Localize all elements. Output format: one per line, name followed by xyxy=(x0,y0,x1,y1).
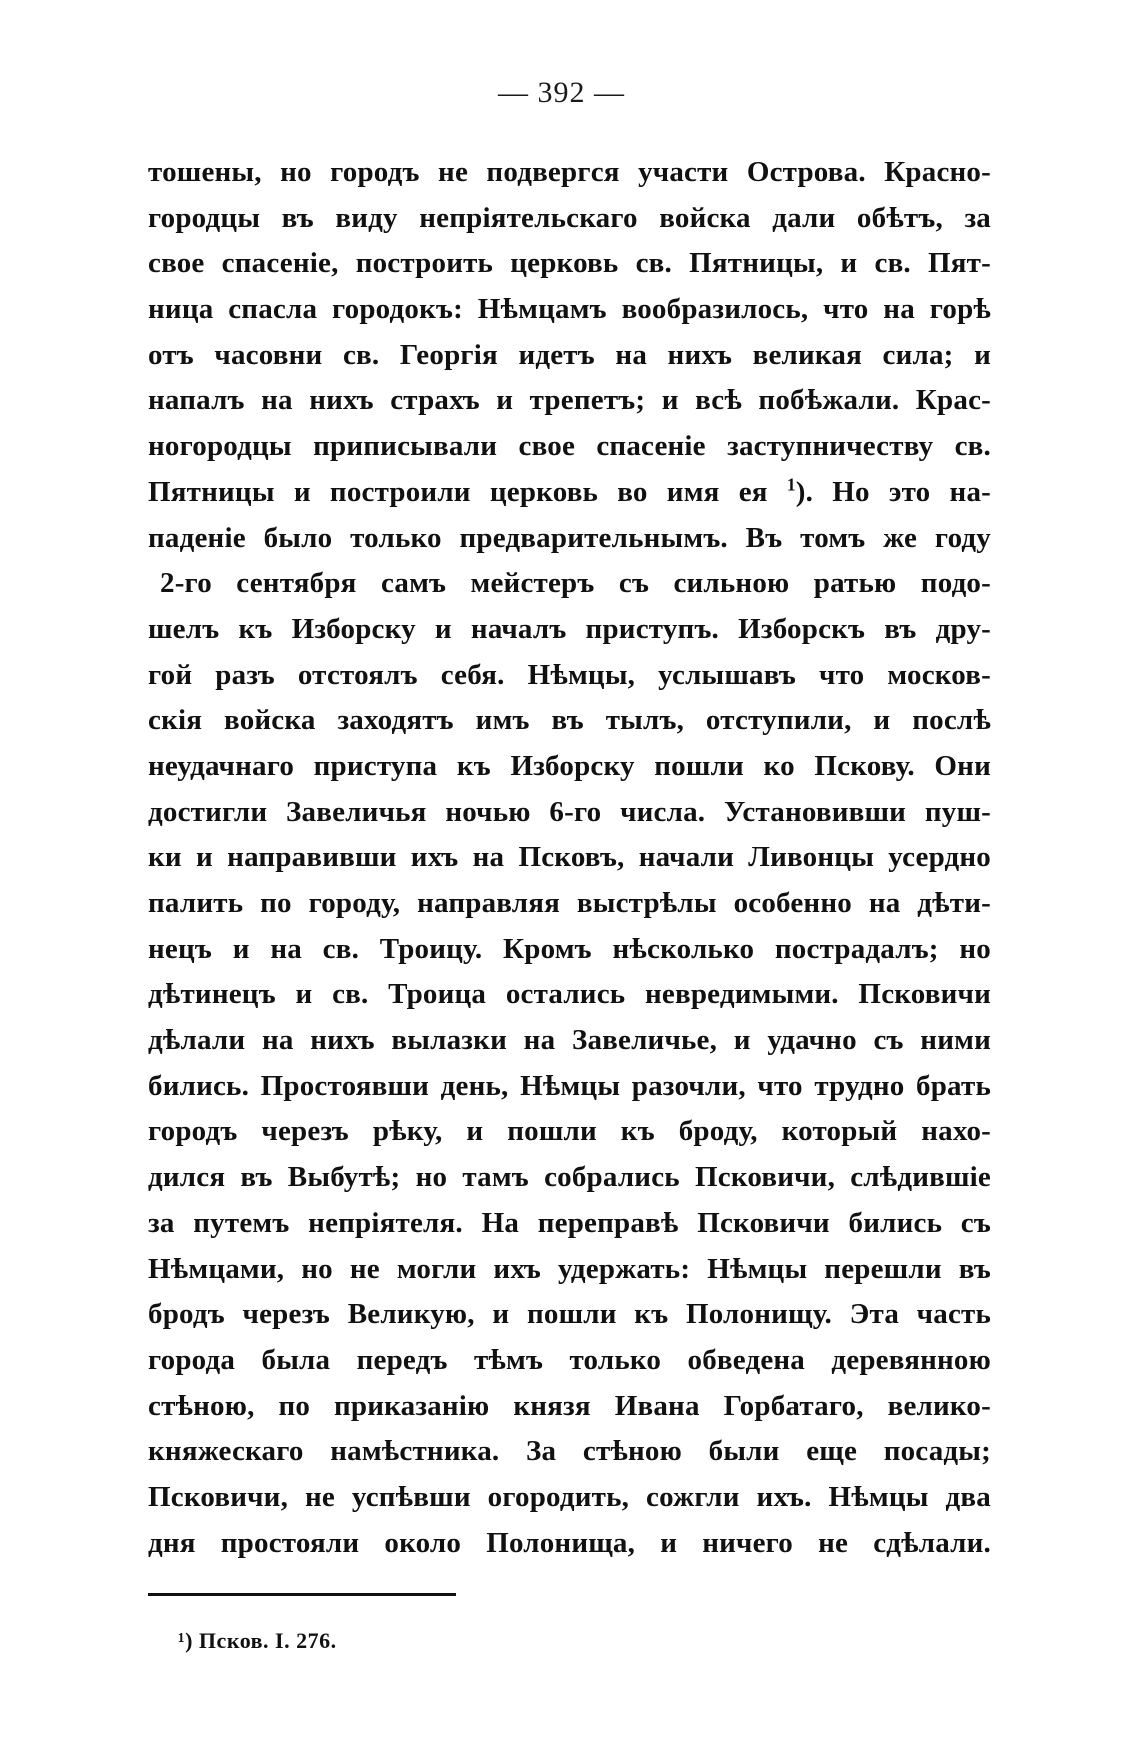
text-line: напалъ на нихъ страхъ и трепетъ; и всѣ побѣжали. Крас- xyxy=(148,384,991,417)
text-line: княжескаго намѣстника. За стѣною были еще посады; xyxy=(148,1435,991,1468)
text-line: ница спасла городокъ: Нѣмцамъ вообразилось, что на горѣ xyxy=(148,293,991,326)
text-line: 2-го сентября самъ мейстеръ съ сильною ратью подо- xyxy=(160,567,991,600)
footnote-text: ) Псков. I. 276. xyxy=(185,1628,337,1653)
text-line: тошены, но городъ не подвергся участи Острова. Красно- xyxy=(148,156,991,188)
text-line: дѣлали на нихъ вылазки на Завеличье, и удачно съ ними xyxy=(148,1024,991,1057)
text-line: Нѣмцами, но не могли ихъ удержать: Нѣмцы перешли въ xyxy=(148,1252,991,1285)
text-line: дня простояли около Полонища, и ничего не сдѣлали. xyxy=(148,1526,991,1559)
body-text xyxy=(148,150,991,1566)
footnote-ref-marker: 1 xyxy=(786,474,796,495)
text-line: шелъ къ Изборску и началъ приступъ. Изборскъ въ дру- xyxy=(148,612,991,645)
text-line: ногородцы приписывали свое спасеніе заступничеству св. xyxy=(148,430,991,463)
text-line: за путемъ непріятеля. На переправѣ Псковичи бились съ xyxy=(148,1206,991,1239)
text-line: ки и направивши ихъ на Псковъ, начали Ливонцы усердно xyxy=(148,841,991,874)
text-line: дился въ Выбутѣ; но тамъ собрались Псковичи, слѣдившіе xyxy=(148,1161,991,1194)
text-line: неудачнаго приступа къ Изборску пошли ко Пскову. Они xyxy=(148,749,991,782)
text-line: дѣтинецъ и св. Троица остались невредимыми. Псковичи xyxy=(148,978,991,1011)
text-line: отъ часовни св. Георгія идетъ на нихъ великая сила; и xyxy=(148,338,991,371)
page-number: — 392 — xyxy=(498,76,625,109)
text-line: палить по городу, направляя выстрѣлы особенно на дѣти- xyxy=(148,887,991,919)
text-line: свое спасеніе, построить церковь св. Пятницы, и св. Пят- xyxy=(148,247,991,280)
text-line: нецъ и на св. Троицу. Кромъ нѣсколько пострадалъ; но xyxy=(148,932,991,965)
footnote xyxy=(178,1628,337,1654)
text-line: достигли Завеличья ночью 6-го числа. Установивши пуш- xyxy=(148,795,991,828)
text-line: городцы въ виду непріятельскаго войска дали обѣтъ, за xyxy=(148,201,991,234)
footnote-divider xyxy=(148,1593,456,1596)
text-line: Псковичи, не успѣвши огородить, сожгли ихъ. Нѣмцы два xyxy=(148,1480,991,1513)
footnote-marker: ¹ xyxy=(178,1628,186,1653)
text-line: бились. Простоявши день, Нѣмцы разочли, что трудно брать xyxy=(148,1069,991,1102)
text-line: паденіе было только предварительнымъ. Въ томъ же году xyxy=(148,521,991,554)
text-line: города была передъ тѣмъ только обведена деревянною xyxy=(148,1343,991,1376)
text-line: скія войска заходятъ имъ въ тылъ, отступили, и послѣ xyxy=(148,704,991,737)
text-line-head: Пятницы и построили церковь во имя ея xyxy=(148,475,768,508)
text-line: стѣною, по приказанію князя Ивана Горбатаго, велико- xyxy=(148,1389,991,1422)
text-line: бродъ черезъ Великую, и пошли къ Полонищу. Эта часть xyxy=(148,1298,991,1331)
text-line: гой разъ отстоялъ себя. Нѣмцы, услышавъ что москов- xyxy=(148,658,991,691)
text-line-with-footnote-ref xyxy=(148,470,991,516)
text-line-tail: ). Но это на- xyxy=(795,475,992,508)
text-line: городъ черезъ рѣку, и пошли къ броду, который нахо- xyxy=(148,1115,991,1148)
